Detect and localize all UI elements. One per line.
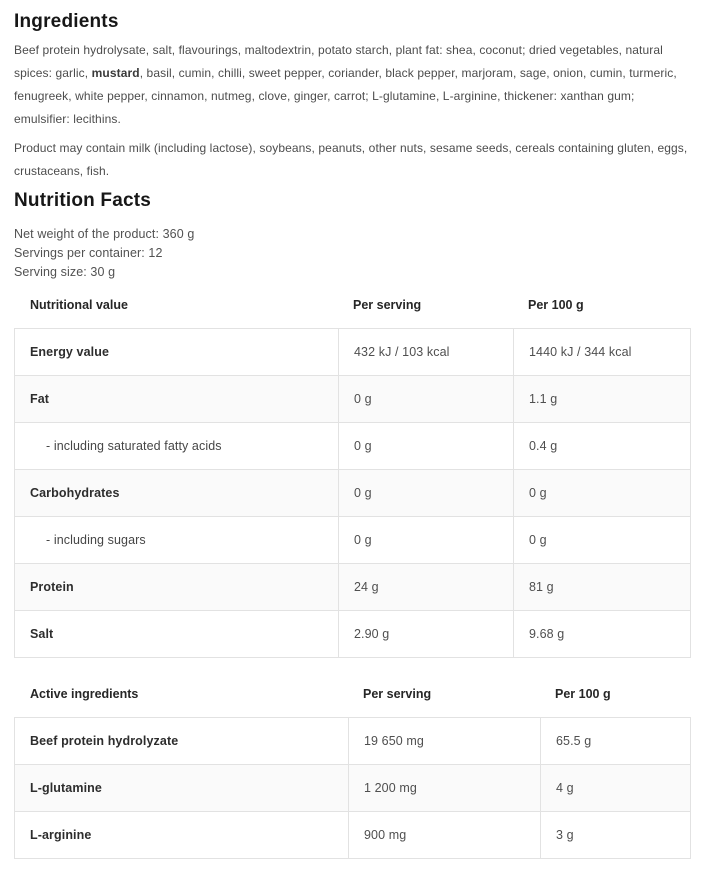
row-per-serving: 2.90 g <box>338 611 513 657</box>
ingredients-text-post: , basil, cumin, chilli, sweet pepper, coriander, black pepper, marjoram, sage, onion, cumin, turmeric, fenugreek, white pepper, cinnamon, nutmeg, clove, ginger, carrot; L-glutamine, L-arginine, thickener: xanthan gum; emulsifier: lecithins. <box>14 66 677 126</box>
nutrition-header-nutritional-value: Nutritional value <box>30 298 128 312</box>
active-header-per-serving: Per serving <box>363 687 432 701</box>
nutrition-table <box>14 296 691 658</box>
table-row-energy-value <box>15 329 690 375</box>
row-per-100g: 65.5 g <box>540 718 690 764</box>
nutrition-header-per-100g: Per 100 g <box>528 298 584 312</box>
row-per-100g: 0.4 g <box>513 423 690 469</box>
active-table-header <box>14 685 691 704</box>
row-label: Protein <box>30 580 74 594</box>
row-per-serving: 0 g <box>338 376 513 422</box>
row-per-serving: 0 g <box>338 517 513 563</box>
row-label: L-glutamine <box>30 781 102 795</box>
row-per-serving: 900 mg <box>348 812 540 858</box>
active-table-body <box>14 717 691 859</box>
row-per-100g: 4 g <box>540 765 690 811</box>
row-per-100g: 81 g <box>513 564 690 610</box>
row-per-100g: 0 g <box>513 517 690 563</box>
row-per-serving: 19 650 mg <box>348 718 540 764</box>
net-weight-line: Net weight of the product: 360 g <box>14 227 195 241</box>
table-row-protein <box>15 563 690 610</box>
active-ingredients-table <box>14 685 691 859</box>
table-row-l-glutamine <box>15 764 690 811</box>
ingredients-title: Ingredients <box>14 11 119 32</box>
nutrition-facts-title: Nutrition Facts <box>14 190 152 211</box>
table-row-salt <box>15 610 690 657</box>
active-header-per-100g: Per 100 g <box>555 687 611 701</box>
row-per-100g: 0 g <box>513 470 690 516</box>
ingredients-paragraph <box>14 39 691 131</box>
row-label: - including sugars <box>46 533 146 547</box>
row-per-100g: 1.1 g <box>513 376 690 422</box>
ingredients-allergen-mustard: mustard <box>91 66 140 80</box>
ingredients-text-pre: Beef protein hydrolysate, salt, flavourings, maltodextrin, potato starch, plant fat: shea, coconut; dried vegetables, natural spices: garlic, <box>14 43 663 80</box>
row-label: Carbohydrates <box>30 486 120 500</box>
row-label: Energy value <box>30 345 110 359</box>
product-meta-block <box>14 225 691 282</box>
row-per-serving: 0 g <box>338 470 513 516</box>
row-label: Salt <box>30 627 54 641</box>
row-label: Beef protein hydrolyzate <box>30 734 179 748</box>
table-row-l-arginine <box>15 811 690 858</box>
row-per-100g: 3 g <box>540 812 690 858</box>
active-header-active-ingredients: Active ingredients <box>30 687 139 701</box>
nutrition-table-body <box>14 328 691 658</box>
serving-size-line: Serving size: 30 g <box>14 265 116 279</box>
row-label: Fat <box>30 392 50 406</box>
nutrition-header-per-serving: Per serving <box>353 298 422 312</box>
nutrition-table-header <box>14 296 691 315</box>
row-label: - including saturated fatty acids <box>46 439 222 453</box>
row-per-serving: 1 200 mg <box>348 765 540 811</box>
table-row-sugars <box>15 516 690 563</box>
servings-per-container-line: Servings per container: 12 <box>14 246 163 260</box>
row-per-serving: 432 kJ / 103 kcal <box>338 329 513 375</box>
table-row-carbohydrates <box>15 469 690 516</box>
row-per-100g: 1440 kJ / 344 kcal <box>513 329 690 375</box>
row-label: L-arginine <box>30 828 92 842</box>
row-per-serving: 0 g <box>338 423 513 469</box>
allergen-note-paragraph: Product may contain milk (including lactose), soybeans, peanuts, other nuts, sesame seeds, cereals containing gluten, eggs, crustaceans, fish. <box>14 141 688 178</box>
table-row-fat <box>15 375 690 422</box>
table-row-saturated-fatty-acids <box>15 422 690 469</box>
table-row-beef-protein-hydrolyzate <box>15 718 690 764</box>
row-per-100g: 9.68 g <box>513 611 690 657</box>
row-per-serving: 24 g <box>338 564 513 610</box>
